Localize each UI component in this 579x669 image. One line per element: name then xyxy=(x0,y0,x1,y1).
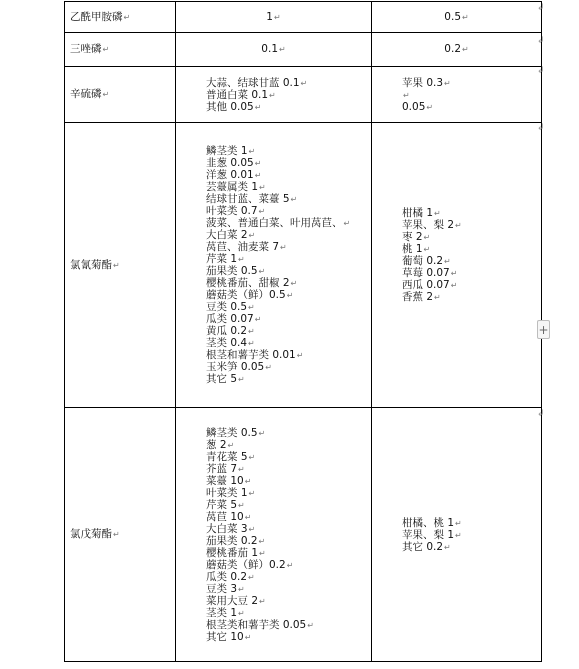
row-end-mark: ↲ xyxy=(537,3,545,13)
limit-text: 茄果类 0.5 xyxy=(206,265,258,277)
limit-text: 豆类 0.5 xyxy=(206,301,248,313)
limit-list xyxy=(402,77,541,113)
limit-text: 芸薹属类 1 xyxy=(206,181,259,193)
limit-list xyxy=(402,207,541,303)
pesticide-name: 辛硫磷 xyxy=(70,88,102,100)
limit-line: 樱桃番茄 1↵ xyxy=(206,546,266,559)
limit-text: 菜薹 10 xyxy=(206,474,244,487)
add-row-button[interactable]: + xyxy=(537,320,550,339)
limit-text: 鳞茎类 0.5 xyxy=(206,426,258,439)
limit-list xyxy=(206,427,371,643)
limit-line: 葡萄 0.2↵ xyxy=(402,255,451,267)
limit-list xyxy=(206,77,371,113)
table-row xyxy=(65,2,542,33)
table-row xyxy=(65,33,542,67)
limit-line: 桃 1↵ xyxy=(402,243,431,255)
limit-text: 普通白菜 0.1 xyxy=(206,88,269,101)
limit-text: 葱 2 xyxy=(206,438,227,451)
limit-line: 玉米笋 0.05↵ xyxy=(206,361,272,373)
limit-line: 大蒜、结球甘蓝 0.1↵ xyxy=(206,76,308,89)
limit-text: 苹果、梨 1 xyxy=(402,528,455,541)
pesticide-name-cell: 氯戊菊酯↵ xyxy=(65,408,176,662)
limit-value: 1 xyxy=(266,10,273,23)
limit-line: 其他 0.05↵ xyxy=(206,100,262,113)
table-row xyxy=(65,408,542,662)
limit-text: 0.05 xyxy=(402,100,426,113)
limit-line: 柑橘、桃 1↵ xyxy=(402,516,462,529)
pesticide-residue-table xyxy=(64,1,542,662)
limit-text: 其它 0.2 xyxy=(402,540,444,553)
limit-line: 苹果、梨 2↵ xyxy=(402,219,462,231)
limit-text: 其他 0.05 xyxy=(206,100,254,113)
limit-text: 根茎和薯芋类 0.01 xyxy=(206,349,296,361)
limit-text: 青花菜 5 xyxy=(206,450,248,463)
pesticide-name-cell: 氯氰菊酯↵ xyxy=(65,123,176,408)
limit-text: 葡萄 0.2 xyxy=(402,255,444,267)
limit-line: 其它 5↵ xyxy=(206,373,245,385)
limit-list-cell xyxy=(176,123,372,408)
pesticide-name-cell: 辛硫磷↵ xyxy=(65,67,176,123)
limit-text: 蘑菇类（鲜）0.5 xyxy=(206,289,286,301)
limit-text: 大白菜 3 xyxy=(206,522,248,535)
limit-text: 樱桃番茄 1 xyxy=(206,546,259,559)
limit-line: 0.05↵ xyxy=(402,100,434,113)
limit-line: 芥蓝 7↵ xyxy=(206,462,245,475)
limit-cell: 0.2↵ xyxy=(372,33,542,67)
limit-text: 大蒜、结球甘蓝 0.1 xyxy=(206,76,300,89)
limit-line: 菠菜、普通白菜、叶用莴苣、↵ xyxy=(206,217,351,229)
limit-text: 豆类 3 xyxy=(206,582,238,595)
limit-text: 芥蓝 7 xyxy=(206,462,238,475)
limit-text: 草莓 0.07 xyxy=(402,267,450,279)
limit-line: 豆类 3↵ xyxy=(206,582,245,595)
limit-text: 茄果类 0.2 xyxy=(206,534,258,547)
limit-cell: 1↵ xyxy=(176,2,372,33)
limit-text: 大白菜 2 xyxy=(206,229,248,241)
limit-line: 普通白菜 0.1↵ xyxy=(206,88,276,101)
limit-line: 枣 2↵ xyxy=(402,231,431,243)
limit-text: 韭葱 0.05 xyxy=(206,157,254,169)
limit-line: 韭葱 0.05↵ xyxy=(206,157,262,169)
limit-text: 香蕉 2 xyxy=(402,291,434,303)
limit-line: 瓜类 0.2↵ xyxy=(206,570,255,583)
row-end-mark: ↲ xyxy=(537,36,545,46)
limit-list-cell xyxy=(372,123,542,408)
limit-line: 莴苣 10↵ xyxy=(206,510,252,523)
limit-value: 0.1 xyxy=(261,43,278,55)
limit-text: 茎类 0.4 xyxy=(206,337,248,349)
limit-text: 芹菜 5 xyxy=(206,498,238,511)
limit-line: 茄果类 0.2↵ xyxy=(206,534,266,547)
limit-cell: 0.1↵ xyxy=(176,33,372,67)
pesticide-name: 氯戊菊酯 xyxy=(70,528,112,540)
limit-cell: 0.5↵ xyxy=(372,2,542,33)
limit-line: 叶菜类 1↵ xyxy=(206,486,256,499)
limit-line: 茎类 1↵ xyxy=(206,606,245,619)
limit-text: 枣 2 xyxy=(402,231,423,243)
limit-list-cell xyxy=(372,67,542,123)
limit-line: 瓜类 0.07↵ xyxy=(206,313,262,325)
limit-text: 瓜类 0.2 xyxy=(206,570,248,583)
limit-line: 洋葱 0.01↵ xyxy=(206,169,262,181)
limit-text: 柑橘 1 xyxy=(402,207,434,219)
limit-line: 结球甘蓝、菜薹 5↵ xyxy=(206,193,298,205)
row-end-mark: ↲ xyxy=(537,123,545,133)
limit-line: 其它 10↵ xyxy=(206,630,252,643)
limit-line: 大白菜 3↵ xyxy=(206,522,256,535)
pesticide-name: 乙酰甲胺磷 xyxy=(70,10,123,23)
limit-line: 樱桃番茄、甜椒 2↵ xyxy=(206,277,298,289)
limit-line: 青花菜 5↵ xyxy=(206,450,256,463)
limit-text: 莴苣、油麦菜 7 xyxy=(206,241,280,253)
limit-text: 芹菜 1 xyxy=(206,253,238,265)
limit-list-cell xyxy=(372,408,542,662)
limit-line: 西瓜 0.07↵ xyxy=(402,279,458,291)
limit-text: 柑橘、桃 1 xyxy=(402,516,455,529)
limit-line: 菜薹 10↵ xyxy=(206,474,252,487)
limit-text: 其它 10 xyxy=(206,630,244,643)
limit-text: 洋葱 0.01 xyxy=(206,169,254,181)
row-end-mark: ↲ xyxy=(537,409,545,419)
limit-line: 其它 0.2↵ xyxy=(402,540,451,553)
limit-list-cell xyxy=(176,67,372,123)
row-end-mark: ↲ xyxy=(537,66,545,76)
limit-text: 茎类 1 xyxy=(206,606,238,619)
limit-line: 茎类 0.4↵ xyxy=(206,337,255,349)
limit-text: 苹果 0.3 xyxy=(402,76,444,89)
limit-text: 叶菜类 0.7 xyxy=(206,205,258,217)
limit-line: 蘑菇类（鲜）0.2↵ xyxy=(206,558,294,571)
limit-line: 苹果、梨 1↵ xyxy=(402,528,462,541)
limit-value: 0.2 xyxy=(444,43,461,55)
limit-text: 根茎类和薯芋类 0.05 xyxy=(206,618,307,631)
pesticide-name: 三唑磷 xyxy=(70,43,102,55)
limit-line: 菜用大豆 2↵ xyxy=(206,594,266,607)
limit-text: 其它 5 xyxy=(206,373,238,385)
limit-text: 玉米笋 0.05 xyxy=(206,361,265,373)
limit-text: 桃 1 xyxy=(402,243,423,255)
limit-list-cell xyxy=(176,408,372,662)
limit-text: 菠菜、普通白菜、叶用莴苣、 xyxy=(206,217,343,229)
limit-value: 0.5 xyxy=(444,10,461,23)
limit-line: 芹菜 5↵ xyxy=(206,498,245,511)
limit-text: 结球甘蓝、菜薹 5 xyxy=(206,193,290,205)
table-row xyxy=(65,67,542,123)
limit-text: 菜用大豆 2 xyxy=(206,594,259,607)
limit-list xyxy=(206,145,371,385)
pesticide-name: 氯氰菊酯 xyxy=(70,258,112,271)
limit-line: 叶菜类 0.7↵ xyxy=(206,205,266,217)
limit-text: 樱桃番茄、甜椒 2 xyxy=(206,277,290,289)
limit-text: 西瓜 0.07 xyxy=(402,279,450,291)
limit-line: 大白菜 2↵ xyxy=(206,229,256,241)
limit-text: 叶菜类 1 xyxy=(206,486,248,499)
limit-line: 茄果类 0.5↵ xyxy=(206,265,266,277)
limit-line: 鳞茎类 0.5↵ xyxy=(206,426,266,439)
limit-line: 黄瓜 0.2↵ xyxy=(206,325,255,337)
limit-line: 芸薹属类 1↵ xyxy=(206,181,266,193)
limit-line: 草莓 0.07↵ xyxy=(402,267,458,279)
limit-line: 鳞茎类 1↵ xyxy=(206,145,256,157)
limit-text: 蘑菇类（鲜）0.2 xyxy=(206,558,286,571)
limit-line: 柑橘 1↵ xyxy=(402,207,441,219)
limit-text: 鳞茎类 1 xyxy=(206,145,248,157)
pesticide-name-cell: 乙酰甲胺磷↵ xyxy=(65,2,176,33)
pesticide-name-cell: 三唑磷↵ xyxy=(65,33,176,67)
limit-line: 香蕉 2↵ xyxy=(402,291,441,303)
limit-line: 莴苣、油麦菜 7↵ xyxy=(206,241,287,253)
limit-line: 芹菜 1↵ xyxy=(206,253,245,265)
limit-text: 苹果、梨 2 xyxy=(402,219,455,231)
limit-line: 豆类 0.5↵ xyxy=(206,301,255,313)
limit-line: 蘑菇类（鲜）0.5↵ xyxy=(206,289,294,301)
limit-list xyxy=(402,517,541,553)
limit-line: ↵ xyxy=(403,90,410,100)
table-row xyxy=(65,123,542,408)
limit-line: 根茎和薯芋类 0.01↵ xyxy=(206,349,304,361)
limit-line: 根茎类和薯芋类 0.05↵ xyxy=(206,618,314,631)
limit-line: 苹果 0.3↵ xyxy=(402,76,451,89)
limit-text: 瓜类 0.07 xyxy=(206,313,254,325)
limit-text: 黄瓜 0.2 xyxy=(206,325,248,337)
limit-text: 莴苣 10 xyxy=(206,510,244,523)
limit-line: 葱 2↵ xyxy=(206,438,235,451)
